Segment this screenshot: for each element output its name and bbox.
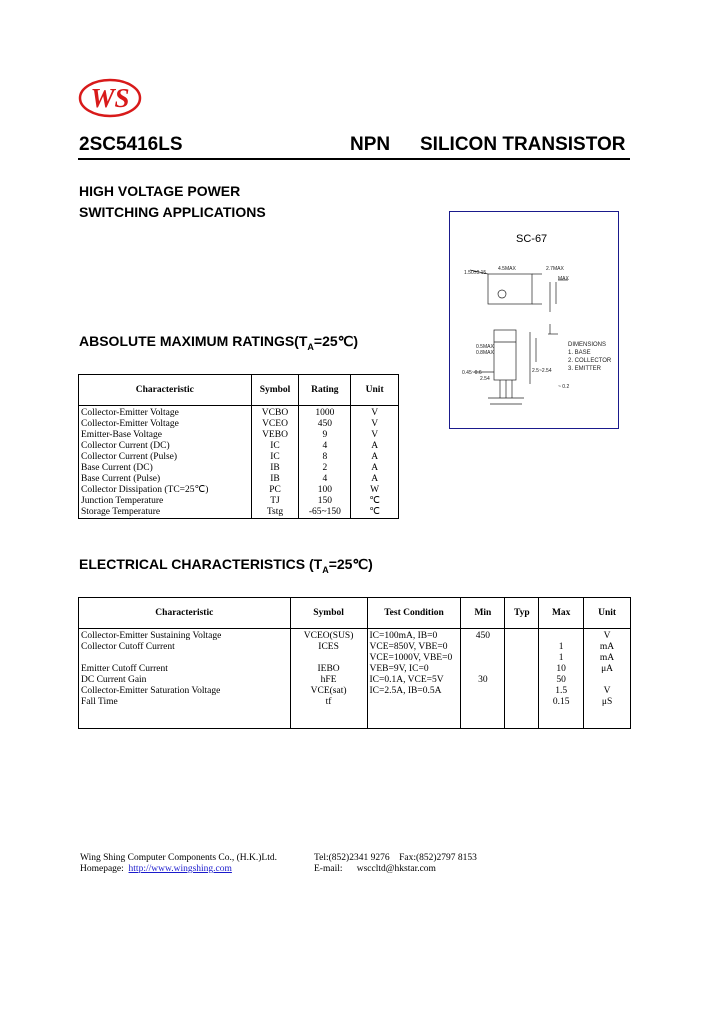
footer-tel-fax: Tel:(852)2341 9276 Fax:(852)2797 8153: [314, 853, 477, 863]
abs-max-title: ABSOLUTE MAXIMUM $RATINGS(T_A=25℃)$: [79, 333, 359, 352]
col-rating: Rating: [299, 375, 351, 406]
logo-text: WS: [90, 83, 130, 113]
svg-text:2.7MAX: 2.7MAX: [546, 266, 564, 272]
table-row: Emitter-Base Voltage VEBO 9 V: [79, 430, 399, 441]
svg-text:DIMENSIONS: DIMENSIONS: [568, 342, 607, 348]
package-drawing: [449, 211, 619, 429]
table-row: Fall Time tf 0.15 μS: [79, 697, 631, 729]
table-row: Storage Temperature Tstg -65~150 ℃: [79, 507, 399, 519]
table-row: Base Current (DC) IB 2 A: [79, 463, 399, 474]
svg-text:4.5MAX: 4.5MAX: [498, 266, 516, 272]
col-characteristic: Characteristic: [79, 375, 252, 406]
device-type: SILICON TRANSISTOR: [420, 134, 626, 155]
table-row: Collector Current (Pulse) IC 8 A: [79, 452, 399, 463]
table-row: Base Current (Pulse) IB 4 A: [79, 474, 399, 485]
col-symbol: Symbol: [251, 375, 299, 406]
footer-company: Wing Shing Computer Components Co., (H.K.)Ltd.: [80, 853, 277, 863]
table-row: Collector Cutoff Current ICES VCE=850V, VBE=0 1 mA: [79, 642, 631, 653]
table-row: Collector Current (DC) IC 4 A: [79, 441, 399, 452]
pin-1: 1. BASE: [568, 350, 591, 356]
table-row: Collector Dissipation (TC=25℃) PC 100 W: [79, 485, 399, 496]
table-row: Emitter Cutoff Current IEBO VEB=9V, IC=0 10 μA: [79, 664, 631, 675]
svg-text:2.5~2.54: 2.5~2.54: [532, 368, 552, 374]
table-row: DC Current Gain hFE IC=0.1A, VCE=5V 30 50: [79, 675, 631, 686]
polarity: NPN: [350, 134, 391, 155]
table-row: Collector-Emitter Voltage VCEO 450 V: [79, 419, 399, 430]
application-line-2: SWITCHING APPLICATIONS: [79, 204, 266, 220]
pin-2: 2. COLLECTOR: [568, 358, 612, 364]
application-line-1: HIGH VOLTAGE POWER: [79, 183, 241, 199]
svg-text:MAX: MAX: [558, 276, 569, 282]
col-unit: Unit: [584, 598, 631, 629]
header-rule: [78, 158, 630, 160]
col-unit: Unit: [351, 375, 399, 406]
table-row: Collector-Emitter Saturation Voltage VCE(sat) IC=2.5A, IB=0.5A 1.5 V: [79, 686, 631, 697]
svg-text:~ 0.2: ~ 0.2: [558, 384, 570, 390]
package-name: SC-67: [516, 233, 548, 245]
homepage-link[interactable]: http://www.wingshing.com: [128, 864, 232, 874]
table-row: Collector-Emitter Voltage VCBO 1000 V: [79, 406, 399, 420]
svg-text:1.50±0.15: 1.50±0.15: [464, 270, 487, 276]
col-typ: Typ: [505, 598, 539, 629]
abs-max-table: [78, 374, 399, 519]
email-address[interactable]: wsccltd@hkstar.com: [356, 864, 436, 874]
col-characteristic: Characteristic: [79, 598, 291, 629]
svg-text:2.54: 2.54: [480, 376, 490, 382]
table-row: VCE=1000V, VBE=0 1 mA: [79, 653, 631, 664]
col-min: Min: [461, 598, 505, 629]
col-max: Max: [539, 598, 584, 629]
svg-text:0.8MAX: 0.8MAX: [476, 350, 494, 356]
company-logo: [78, 78, 142, 118]
svg-text:0.45~0.6: 0.45~0.6: [462, 370, 482, 376]
table-row: Collector-Emitter Sustaining Voltage VCEO(SUS) IC=100mA, IB=0 450 V: [79, 629, 631, 643]
part-number: 2SC5416LS: [79, 134, 183, 155]
table-row: Junction Temperature TJ 150 ℃: [79, 496, 399, 507]
col-symbol: Symbol: [290, 598, 367, 629]
col-test-condition: Test Condition: [367, 598, 461, 629]
elec-title: ELECTRICAL CHARACTERISTICS $(T_A=25℃)$: [79, 556, 373, 575]
footer-email: E-mail: wsccltd@hkstar.com: [314, 864, 436, 874]
svg-text:0.5MAX: 0.5MAX: [476, 344, 494, 350]
footer-homepage: Homepage: http://www.wingshing.com: [80, 864, 232, 874]
elec-table: [78, 597, 631, 729]
pin-3: 3. EMITTER: [568, 366, 602, 372]
